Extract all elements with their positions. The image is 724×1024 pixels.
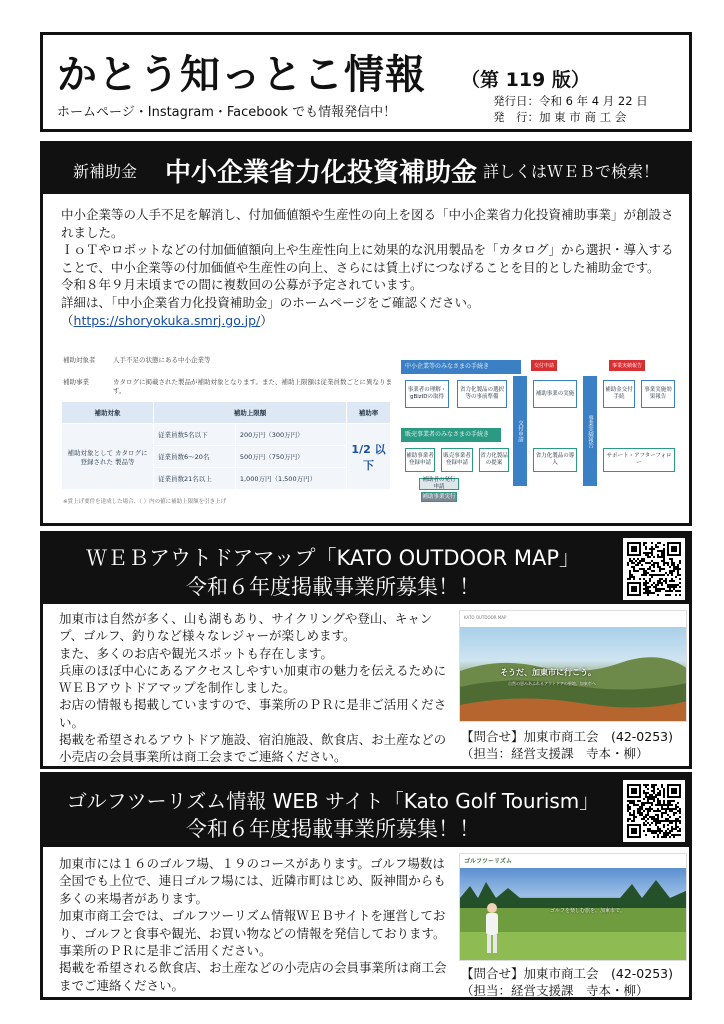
table-label-target: 補助対象者 bbox=[63, 356, 96, 364]
subsidy-banner bbox=[43, 144, 689, 194]
flow-tag-report: 事業実績報告 bbox=[609, 360, 645, 371]
flow-box: 省力化製品の導入 bbox=[533, 448, 577, 472]
golf-tourism-qr-code-icon[interactable] bbox=[623, 780, 685, 842]
web-search-note: 詳しくはＷＥＢで検索！ bbox=[483, 162, 660, 181]
golf-paragraph: 加東市商工会では、ゴルフツーリズム情報ＷＥＢサイトを運営しており、ゴルフと食事や観光、お買い物などの情報を発信しております。事業所のＰＲに是非ご活用ください。 bbox=[59, 908, 446, 959]
flow-box-execution: 補助事業実行 bbox=[421, 492, 457, 502]
table-cell-limit: 200万円（300万円） bbox=[235, 424, 346, 446]
table-header: 補助率 bbox=[347, 402, 391, 424]
table-cell-size: 従業員数6〜20名 bbox=[154, 446, 236, 468]
table-cell-size: 従業員数21名以上 bbox=[154, 468, 236, 490]
flow-box: 販売事業者登録申請 bbox=[441, 448, 473, 472]
golf-contact bbox=[461, 965, 673, 999]
table-row bbox=[62, 424, 391, 446]
flow-box: 補助事業者登録申請 bbox=[405, 448, 435, 472]
flow-tag-grant-application: 交付申請 bbox=[531, 360, 557, 371]
outdoor-paragraph: 掲載を希望されるアウトドア施設、宿泊施設、飲食店、お土産などの小売店の会員事業所は商工会までご連絡ください。 bbox=[59, 732, 447, 765]
golf-website-logo: ゴルフツーリズム bbox=[464, 858, 512, 865]
table-cell-rate: 1/2 以下 bbox=[347, 424, 391, 490]
url-paren-close: ） bbox=[260, 312, 273, 328]
golf-website-hero-text: ゴルフを楽しむ旅を、加東市で。 bbox=[550, 908, 625, 914]
flow-box: サポート・アフターフォロー bbox=[603, 448, 675, 472]
subsidy-limit-table bbox=[61, 401, 391, 490]
website-hero-subtext: 自然の恵みあふれるアウトドアの聖地、加東市へ bbox=[508, 681, 596, 686]
flow-band-vendor: 販売事業者のみなさまの手続き bbox=[401, 428, 501, 442]
outdoor-contact bbox=[461, 728, 673, 762]
contact-phone: 【問合せ】加東市商工会 (42-0253) bbox=[461, 729, 673, 744]
golf-paragraph: 掲載を希望される飲食店、お土産などの小売店の会員事業所は商工会までご連絡ください。 bbox=[59, 960, 447, 993]
subsidy-url-link[interactable]: https://shoryokuka.smrj.go.jp/ bbox=[73, 312, 261, 328]
flow-band-sme: 中小企業等のみなさまの手続き bbox=[401, 360, 521, 374]
publication-info bbox=[493, 93, 648, 125]
outdoor-paragraph: 加東市は自然が多く、山も湖もあり、サイクリングや登山、キャンプ、ゴルフ、釣りなど様々なレジャーが楽しめます。 bbox=[59, 611, 433, 644]
edition-number: （第 119 版） bbox=[461, 69, 590, 91]
table-header: 補助対象 bbox=[62, 402, 154, 424]
flow-box: 補助金交付手続 bbox=[603, 380, 635, 408]
subsidy-paragraph: 詳細は、「中小企業省力化投資補助金」のホームページをご確認ください。 bbox=[61, 294, 480, 310]
subsidy-tag: 新補助金 bbox=[73, 162, 138, 181]
website-hero-text: そうだ、加東市に行こう。 bbox=[500, 668, 596, 677]
flow-bar-report: 事業実績報告 bbox=[583, 376, 597, 486]
application-flow-diagram bbox=[401, 356, 679, 506]
table-cell-target: 補助対象として カタログに登録された 製品等 bbox=[62, 424, 154, 490]
publisher: 発 行：加 東 市 商 工 会 bbox=[493, 110, 627, 124]
flow-box-issue: 補助者の発行申請 bbox=[419, 478, 459, 490]
contact-person: （担当：経営支援課 寺本・柳） bbox=[461, 746, 649, 761]
golf-tourism-banner bbox=[43, 775, 689, 847]
outdoor-paragraph: 兵庫のほぼ中心にあるアクセスしやすい加東市の魅力を伝えるためにＷＥＢアウトドアマップを制作しました。 bbox=[59, 662, 447, 696]
newsletter-title: かとう知っとこ情報 bbox=[57, 52, 426, 98]
subsidy-section bbox=[40, 141, 692, 526]
table-value-target: 人手不足の状態にある中小企業等 bbox=[113, 356, 211, 364]
outdoor-map-banner bbox=[43, 534, 689, 604]
subsidy-paragraph: ＩｏＴやロボットなどの付加価値額向上や生産性向上に効果的な汎用製品を「カタログ」から選択・導入することで、中小企業等の付加価値や生産性の向上、さらには賃上げにつなげることを目的とした補助金です。 bbox=[61, 242, 674, 275]
golf-paragraph: 加東市には１６のゴルフ場、１９のコースがあります。ゴルフ場数は全国でも上位で、連日ゴルフ場には、近隣市町はじめ、阪神間からも多くの来場者があります。 bbox=[59, 856, 446, 906]
flow-box: 事業実施効果報告 bbox=[641, 380, 675, 408]
contact-person: （担当：経営支援課 寺本・柳） bbox=[461, 983, 649, 998]
contact-phone: 【問合せ】加東市商工会 (42-0253) bbox=[461, 966, 673, 981]
newsletter-subtitle: ホームページ・Instagram・Facebook でも情報発信中！ bbox=[57, 105, 397, 120]
outdoor-map-title: ＷＥＢアウトドアマップ「KATO OUTDOOR MAP」 bbox=[85, 546, 581, 570]
flow-box: 省力化製品の提案 bbox=[479, 448, 509, 472]
subsidy-table-image bbox=[57, 349, 393, 509]
outdoor-map-section bbox=[40, 531, 692, 769]
golf-tourism-section bbox=[40, 772, 692, 1000]
subsidy-body bbox=[61, 206, 677, 329]
publish-date: 発行日：令和 6 年 4 月 22 日 bbox=[493, 94, 648, 108]
outdoor-paragraph: お店の情報も掲載していますので、事業所のＰＲに是非ご活用ください。 bbox=[59, 697, 447, 730]
golf-tourism-body bbox=[59, 855, 451, 994]
table-label-project: 補助事業 bbox=[63, 378, 89, 386]
outdoor-map-website-screenshot bbox=[459, 610, 687, 722]
outdoor-map-qr-code-icon[interactable] bbox=[623, 538, 685, 600]
subsidy-heading: 中小企業省力化投資補助金 bbox=[165, 158, 478, 188]
outdoor-map-body bbox=[59, 610, 451, 766]
flow-box: 省力化製品の選択等の事前準備 bbox=[457, 380, 507, 408]
table-cell-limit: 1,000万円（1,500万円） bbox=[235, 468, 346, 490]
url-paren-open: （ bbox=[61, 312, 74, 328]
newsletter-header bbox=[40, 32, 692, 132]
subsidy-url-line bbox=[61, 312, 677, 330]
table-cell-size: 従業員数5名以下 bbox=[154, 424, 236, 446]
golf-website-hero-image bbox=[460, 868, 687, 961]
table-value-project: カタログに掲載された製品が補助対象となります。また、補助上限額は従業員数ごとに異なります。 bbox=[113, 378, 392, 395]
golf-tourism-subtitle: 令和６年度掲載事業所募集！！ bbox=[186, 817, 480, 841]
subsidy-paragraph: 中小企業等の人手不足を解消し、付加価値額や生産性の向上を図る「中小企業省力化投資補助事業」が創設されました。 bbox=[61, 207, 674, 240]
golf-website-screenshot bbox=[459, 853, 687, 961]
website-nav: KATO OUTDOOR MAP bbox=[464, 615, 507, 620]
golf-tourism-title: ゴルフツーリズム情報 WEB サイト「Kato Golf Tourism」 bbox=[66, 789, 600, 813]
outdoor-paragraph: また、多くのお店や観光スポットも存在します。 bbox=[59, 645, 334, 661]
table-header: 補助上限額 bbox=[154, 402, 347, 424]
flow-box: 補助事業の実施 bbox=[533, 380, 577, 408]
flow-box: 事業者の理解・gBizIDの取得 bbox=[405, 380, 449, 408]
subsidy-paragraph: 令和８年９月末頃までの間に複数回の公募が予定されています。 bbox=[61, 277, 423, 293]
table-cell-limit: 500万円（750万円） bbox=[235, 446, 346, 468]
flow-bar-application: 交付申請 bbox=[513, 376, 527, 486]
outdoor-map-subtitle: 令和６年度掲載事業所募集！！ bbox=[186, 575, 480, 599]
table-footnote: ※賃上げ要件を達成した場合、（ ）内の値に補助上限額を引き上げ bbox=[63, 499, 227, 505]
website-hero-image bbox=[460, 627, 687, 722]
